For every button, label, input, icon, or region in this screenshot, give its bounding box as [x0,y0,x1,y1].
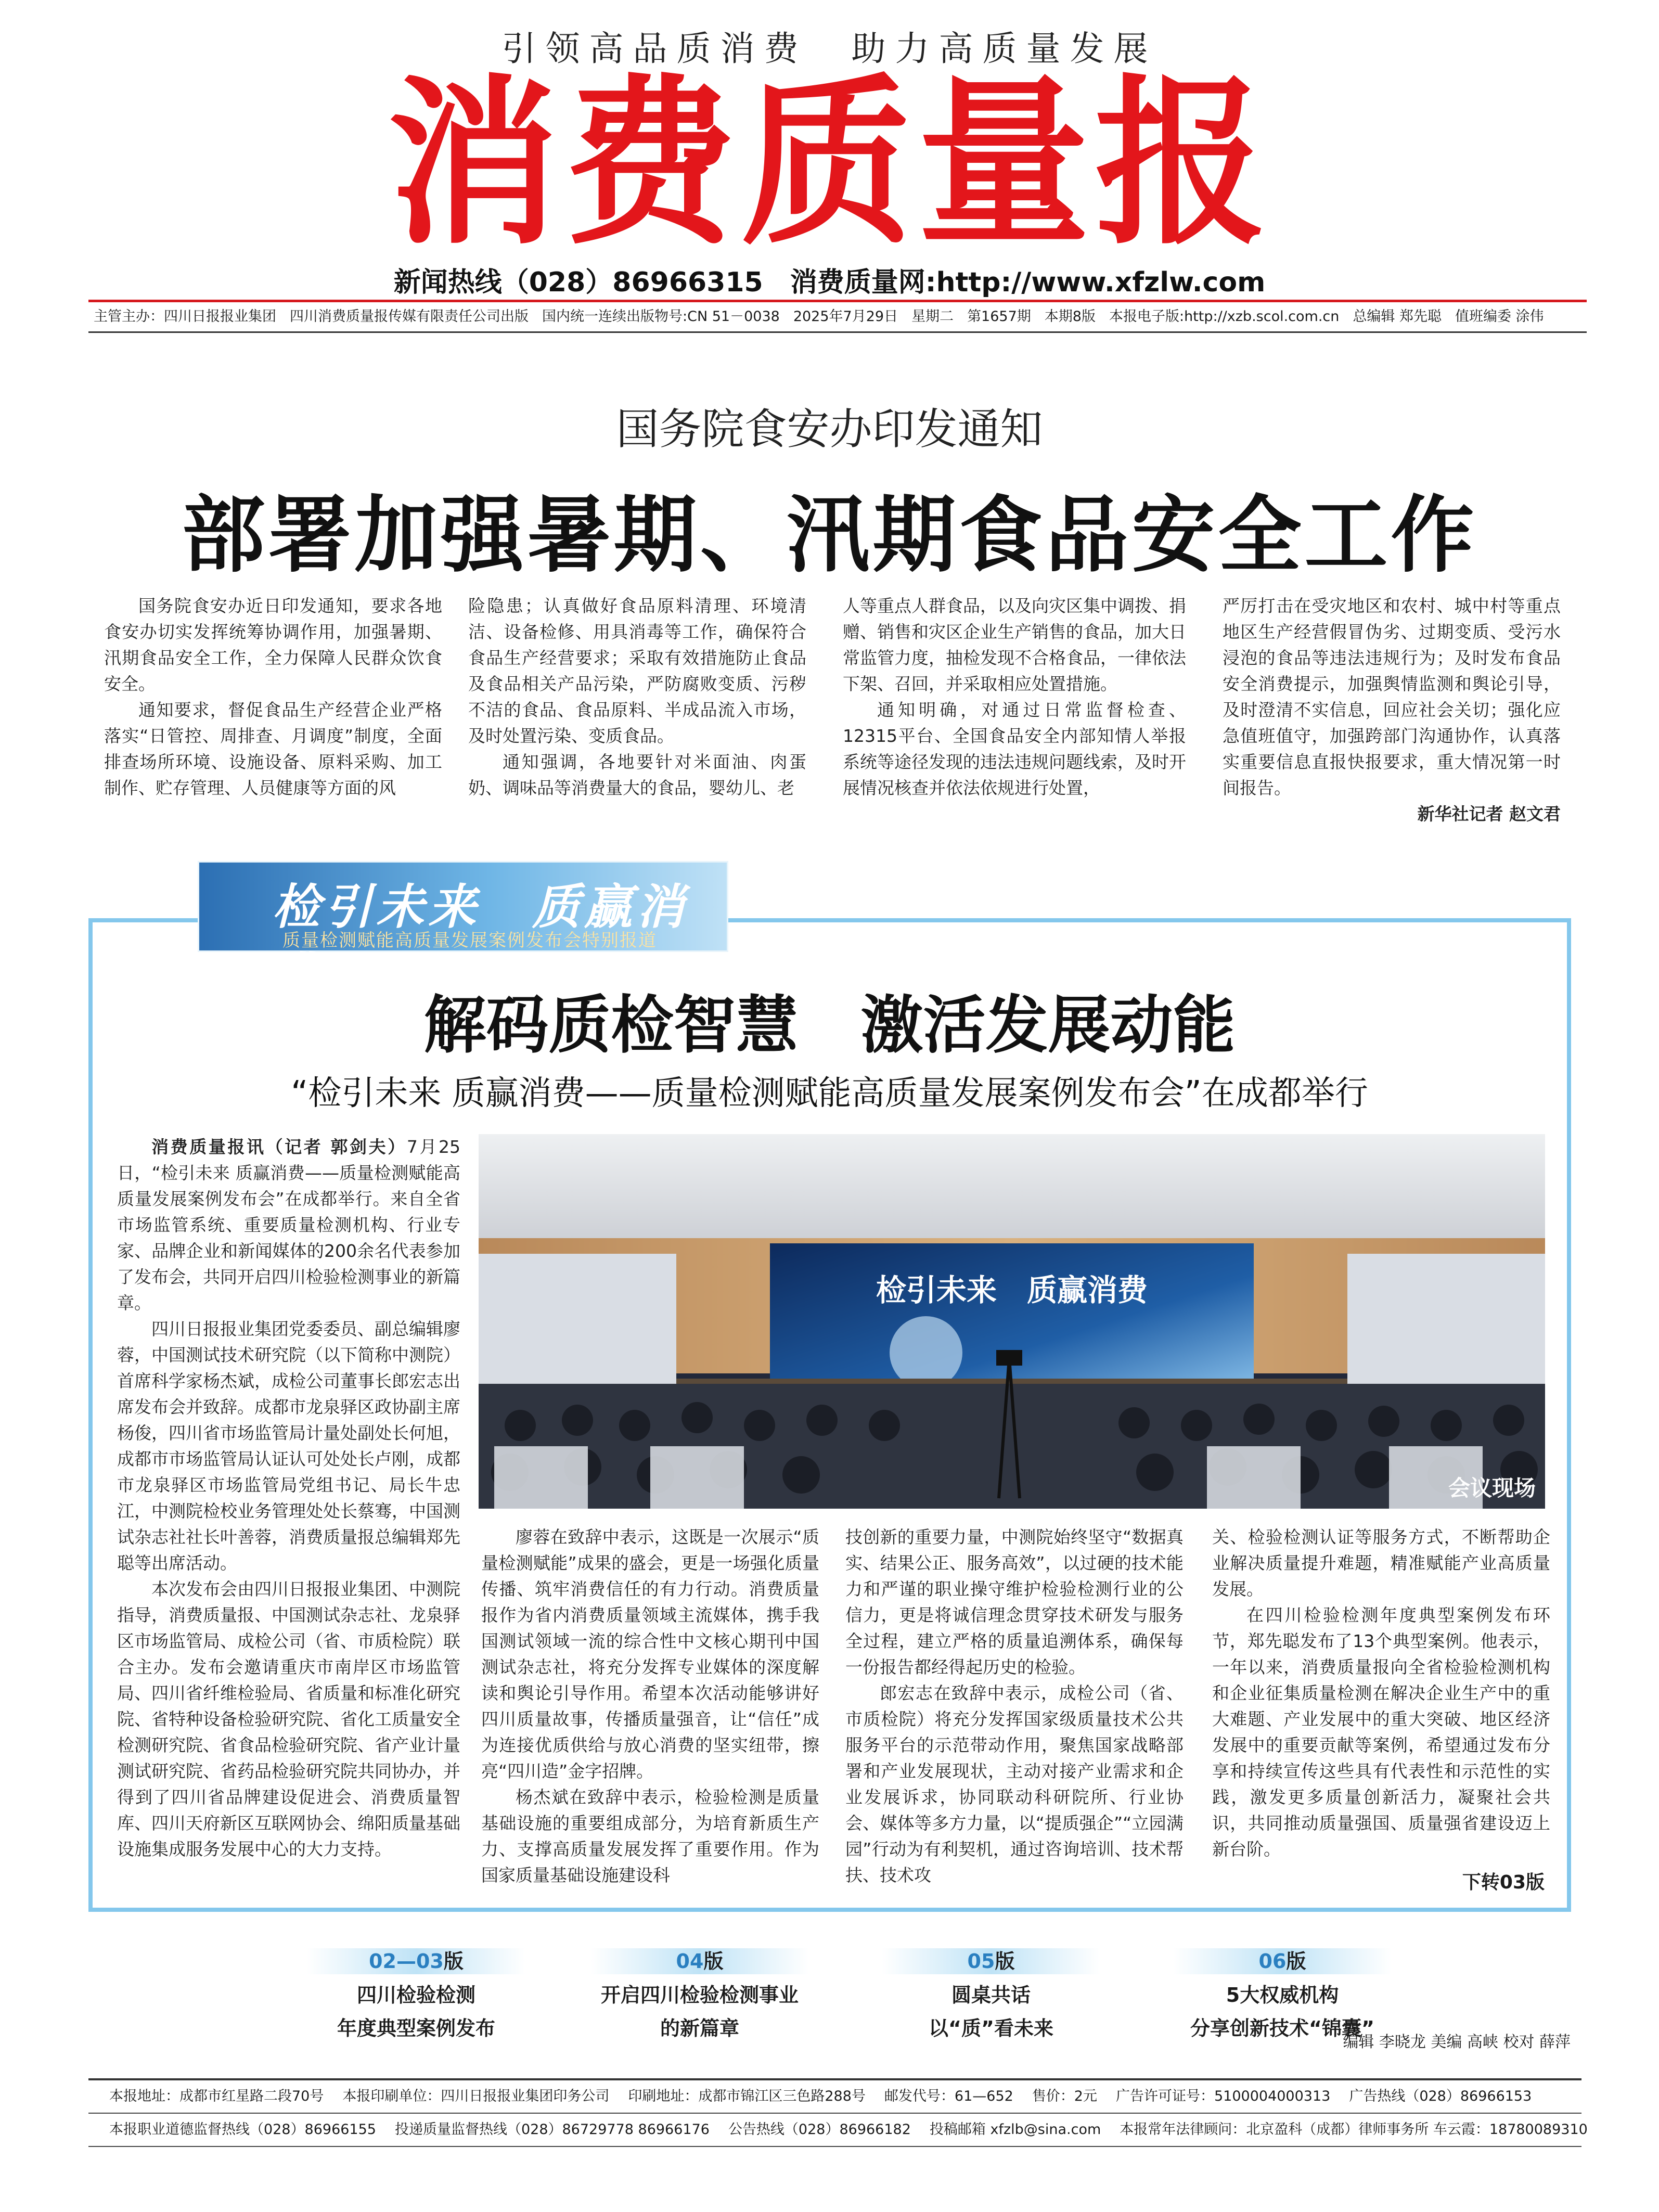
lead-column-2 [468,593,806,801]
paragraph: 郎宏志在致辞中表示，成检公司（省、市质检院）将充分发挥国家级质量技术公共服务平台的示范带动作用，聚焦国家战略部署和产业发展现状，主动对接产业需求和企业发展诉求，协同联动科研院所、行业协会、媒体等多方力量，以“提质强企”“立园满园”行动为有利契机，通过咨询培训、技术帮扶、技术攻 [845,1683,1184,1885]
info-duty-editor: 值班编委 涂伟 [1455,308,1544,325]
stage-screen-text: 检引未来 质赢消费 [876,1272,1148,1308]
issue-info-bar [88,300,1587,333]
promo-page-number: 05 [967,1950,995,1973]
paragraph: 本次发布会由四川日报报业集团、中测院指导，消费质量报、中国测试杂志社、龙泉驿区市场监管局、成检公司（省、市质检院）联合主办。发布会邀请重庆市南岸区市场监管局、四川省纤维检验局、省质量和标准化研究院、省特种设备检验研究院、省化工质量安全检测研究院、省食品检验研究院、省产业计量测试研究院、省药品检验研究院共同协办，并得到了四川省品牌建设促进会、消费质量智库、四川天府新区互联网协会、绵阳质量基础设施集成服务发展中心的大力支持。 [117,1579,460,1859]
promo-page-number: 02—03 [369,1950,444,1973]
promo-page-tag [1173,1948,1392,1974]
page-editors: 编辑 李晓龙 美编 高峡 校对 薛萍 [1343,2033,1571,2051]
paragraph: 国务院食安办近日印发通知，要求各地食安办切实发挥统筹协调作用，加强暑期、汛期食品安全工作，全力保障人民群众饮食安全。 [104,596,442,694]
lead-column-4 [1223,593,1561,827]
promo-page-unit: 版 [443,1950,464,1973]
footer-row-2 [88,2114,1588,2147]
paragraph: 通知强调，各地要针对米面油、肉蛋奶、调味品等消费量大的食品，婴幼儿、老 [468,752,806,798]
promo-page-number: 04 [676,1950,704,1973]
footer-ethics-hotline: 本报职业道德监督热线（028）86966155 [109,2121,376,2138]
promo-line-2: 分享创新技术“锦囊” [1190,2017,1374,2040]
feature-subheadline: “检引未来 质赢消费——质量检测赋能高质量发展案例发布会”在成都举行 [291,1074,1368,1113]
feature-headline: 解码质检智慧 激活发展动能 [423,989,1236,1062]
info-cn-number: 国内统一连续出版物号:CN 51－0038 [542,308,780,325]
info-e-edition: 本报电子版:http://xzb.scol.com.cn [1109,308,1340,325]
promo-line-2: 以“质”看未来 [929,2017,1053,2040]
footer-notice-hotline: 公告热线（028）86966182 [728,2121,911,2138]
lead-kicker: 国务院食安办印发通知 [616,405,1043,454]
paragraph: 四川日报报业集团党委委员、副总编辑廖蓉，中国测试技术研究院（以下简称中测院）首席科学家杨杰斌，成检公司董事长郎宏志出席发布会并致辞。成都市龙泉驿区政协副主席杨俊，四川省市场监管局计量处副处长何旭，成都市市场监管局认证认可处处长卢刚，成都市龙泉驿区市场监管局党组书记、局长牛忠江，中测院检校业务管理处处长蔡骞，中国测试杂志社社长叶善蓉，消费质量报总编辑郑先聪等出席活动。 [117,1319,460,1573]
paragraph: 关、检验检测认证等服务方式，不断帮助企业解决质量提升难题，精准赋能产业高质量发展。 [1212,1527,1550,1599]
promo-page-04[interactable] [588,1948,812,2045]
paragraph: 7月25日，“检引未来 质赢消费——质量检测赋能高质量发展案例发布会”在成都举行。来自全省市场监管系统、重要质量检测机构、行业专家、品牌企业和新闻媒体的200余名代表参加了发布会，共同开启四川检验检测事业的新篇章。 [117,1137,460,1313]
promo-line-1: 圆桌共话 [951,1984,1031,2007]
footer-printer: 本报印刷单位：四川日报报业集团印务公司 [342,2088,610,2104]
feature-byline: 消费质量报讯（记者 郭剑夫） [151,1137,407,1157]
promo-line-1: 开启四川检验检测事业 [600,1984,799,2007]
promo-line-1: 四川检验检测 [356,1984,475,2007]
info-date: 2025年7月29日 [793,308,898,325]
feature-column-1 [117,1134,460,1862]
footer-email: 投稿邮箱 xfzlb@sina.com [929,2121,1101,2138]
lead-column-1 [104,593,442,801]
info-chief-editor: 总编辑 郑先聪 [1353,308,1442,325]
promo-page-unit: 版 [995,1950,1015,1973]
feature-column-2 [481,1524,819,1888]
continued-note: 下转03版 [1462,1872,1545,1893]
paragraph: 技创新的重要力量，中测院始终坚守“数据真实、结果公正、服务高效”，以过硬的技术能力和严谨的职业操守维护检验检测行业的公信力，更是将诚信理念贯穿技术研发与服务全过程，建立严格的质量追溯体系，确保每一份报告都经得起历史的检验。 [845,1527,1184,1677]
masthead-hotline: 新闻热线（028）86966315 消费质量网:http://www.xfzlw.com [393,267,1266,298]
conference-illustration [479,1134,1545,1509]
paragraph: 通知要求，督促食品生产经营企业严格落实“日管控、周排查、月调度”制度，全面排查场所环境、设施设备、原料采购、加工制作、贮存管理、人员健康等方面的风 [104,700,442,798]
info-weekday: 星期二 [911,308,954,325]
lead-column-3 [843,593,1186,801]
footer-legal-counsel: 本报常年法律顾问：北京盈科（成都）律师事务所 车云霞：18780089310 [1120,2121,1588,2138]
masthead-title: 消费质量报 [387,59,1272,269]
paragraph: 杨杰斌在致辞中表示，检验检测是质量基础设施的重要组成部分，为培育新质生产力、支撑高质量发展发挥了重要作用。作为国家质量基础设施建设科 [481,1787,819,1885]
conference-photo [479,1134,1545,1509]
footer-ad-license: 广告许可证号：5100004000313 [1116,2088,1331,2104]
banner-subtitle: 质量检测赋能高质量发展案例发布会特别报道 [282,930,657,951]
paragraph: 通知明确，对通过日常监督检查、12315平台、全国食品安全内部知情人举报系统等途径发现的违法违规问题线索，及时开展情况核查并依法依规进行处置， [843,700,1186,798]
paragraph: 险隐患；认真做好食品原料清理、环境清洁、设备检修、用具消毒等工作，确保符合食品生产经营要求；采取有效措施防止食品及食品相关产品污染，严防腐败变质、污秽不洁的食品、食品原料、半成品流入市场，及时处置污染、变质食品。 [468,596,806,746]
promo-page-tag [307,1948,525,1974]
footer-print-address: 印刷地址：成都市锦江区三色路288号 [628,2088,866,2104]
feature-column-3 [845,1524,1184,1888]
promo-page-number: 06 [1258,1950,1287,1973]
paragraph: 人等重点人群食品，以及向灾区集中调拨、捐赠、销售和灾区企业生产销售的食品，加大日常监管力度，抽检发现不合格食品，一律依法下架、召回，并采取相应处置措施。 [843,596,1186,694]
paragraph: 在四川检验检测年度典型案例发布环节，郑先聪发布了13个典型案例。他表示，一年以来，消费质量报向全省检验检测机构和企业征集质量检测在解决企业生产中的重大难题、产业发展中的重大突破、地区经济发展中的重要贡献等案例，希望通过发布分享和持续宣传这些具有代表性和示范性的实践，激发更多质量创新活力，凝聚社会共识，共同推动质量强国、质量强省建设迈上新台阶。 [1212,1605,1550,1859]
footer-price: 售价：2元 [1032,2088,1097,2104]
page-footer [88,2078,1588,2147]
info-pages: 本期8版 [1044,308,1096,325]
feature-banner [198,861,728,1004]
lead-byline: 新华社记者 赵文君 [1417,804,1561,824]
feature-column-4 [1212,1524,1550,1862]
promo-page-unit: 版 [703,1950,724,1973]
info-publisher: 主管主办：四川日报报业集团 [94,308,276,325]
promo-page-tag [590,1948,809,1974]
footer-address: 本报地址：成都市红星路二段70号 [109,2088,324,2104]
lead-headline: 部署加强暑期、汛期食品安全工作 [182,486,1477,584]
footer-row-1 [88,2080,1581,2114]
promo-pages-02-03[interactable] [304,1948,528,2045]
photo-caption: 会议现场 [1448,1475,1536,1501]
promo-line-2: 年度典型案例发布 [337,2017,495,2040]
footer-postal-code: 邮发代号：61—652 [884,2088,1013,2104]
promo-page-unit: 版 [1286,1950,1306,1973]
masthead-slogan: 引领高品质消费 助力高质量发展 [501,29,1158,69]
paragraph: 严厉打击在受灾地区和农村、城中村等重点地区生产经营假冒伪劣、过期变质、受污水浸泡的食品等违法违规行为；及时发布食品安全消费提示，加强舆情监测和舆论引导，及时澄清不实信息，回应社会关切；强化应急值班值守，加强跨部门沟通协作，认真落实重要信息直报快报要求，重大情况第一时间报告。 [1223,596,1561,798]
promo-page-05[interactable] [879,1948,1103,2045]
promo-line-2: 的新篇章 [660,2017,739,2040]
info-issue: 第1657期 [967,308,1031,325]
banner-title: 检引未来 质赢消费 [272,879,689,1004]
footer-delivery-hotline: 投递质量监督热线（028）86729778 86966176 [394,2121,710,2138]
footer-ad-hotline: 广告热线（028）86966153 [1349,2088,1532,2104]
paragraph: 廖蓉在致辞中表示，这既是一次展示“质量检测赋能”成果的盛会，更是一场强化质量传播、筑牢消费信任的有力行动。消费质量报作为省内消费质量领域主流媒体，携手我国测试领域一流的综合性中文核心期刊中国测试杂志社，将充分发挥专业媒体的深度解读和舆论引导作用。希望本次活动能够讲好四川质量故事，传播质量强音，让“信任”成为连接优质供给与放心消费的坚实纽带，擦亮“四川造”金字招牌。 [481,1527,819,1781]
promo-line-1: 5大权威机构 [1226,1984,1339,2007]
promo-page-tag [882,1948,1100,1974]
info-company: 四川消费质量报传媒有限责任公司出版 [290,308,529,325]
